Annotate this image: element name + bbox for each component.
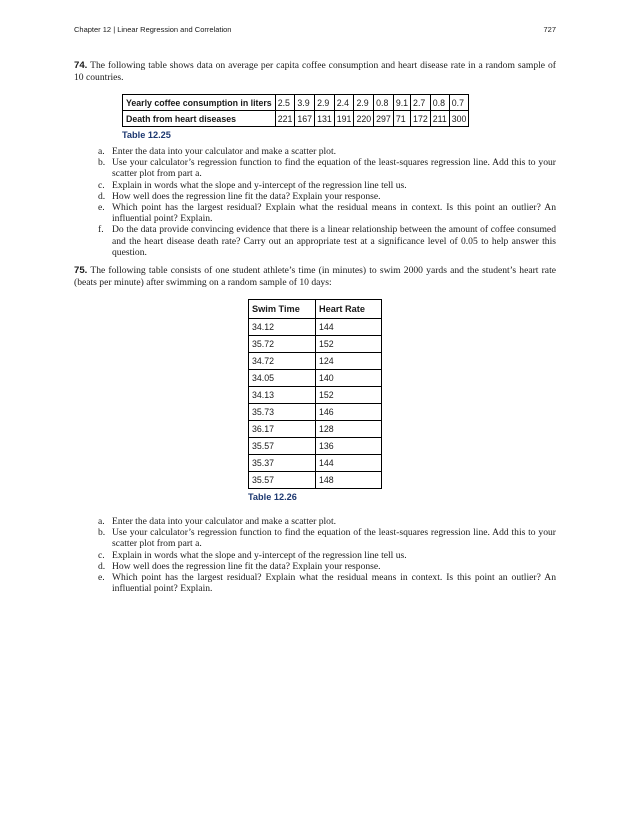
table-cell: 152 [316,387,382,404]
table-cell: 146 [316,404,382,421]
table-row [123,95,469,111]
swim-table [248,299,382,489]
item-letter: a. [98,516,105,528]
table-cell: 211 [430,111,449,127]
item-text: How well does the regression line fit the data? Explain your response. [112,560,381,572]
table-cell: 131 [315,111,335,127]
item-letter: e. [98,202,105,214]
table-row [249,455,382,472]
list-item [74,224,556,258]
table-caption-12-25: Table 12.25 [122,130,171,140]
table-row [249,319,382,336]
table-row [249,421,382,438]
table-cell: 34.13 [249,387,316,404]
table-cell: 71 [393,111,410,127]
running-head: Chapter 12 | Linear Regression and Correlation [74,25,232,34]
table-cell: 35.37 [249,455,316,472]
table-cell: 35.73 [249,404,316,421]
column-header-heart-rate: Heart Rate [316,300,382,319]
item-text: Which point has the largest residual? Explain what the residual means in context. Is this point an outlier? An influential point? Explain. [112,202,556,225]
list-item [74,550,556,561]
table-cell: 167 [295,111,315,127]
item-letter: b. [98,157,106,169]
item-letter: d. [98,190,106,202]
coffee-table [122,94,469,127]
item-text: Which point has the largest residual? Explain what the residual means in context. Is this point an outlier? An influential point? Explain. [112,572,556,595]
table-row [249,353,382,370]
table-row [249,404,382,421]
table-cell: 140 [316,370,382,387]
row-label-deaths: Death from heart diseases [123,111,276,127]
table-row [249,370,382,387]
list-item [74,202,556,224]
table-cell: 34.12 [249,319,316,336]
table-cell: 2.9 [354,95,374,111]
list-item [74,561,556,572]
table-row [249,387,382,404]
table-cell: 0.8 [374,95,394,111]
table-cell: 128 [316,421,382,438]
problem-74-parts [74,146,556,258]
item-letter: f. [98,224,104,236]
table-cell: 124 [316,353,382,370]
problem-75-parts [74,516,556,594]
item-text: Use your calculator’s regression function to find the equation of the least-squares regression line. Add this to your scatter plot from part a. [112,157,556,180]
row-label-coffee: Yearly coffee consumption in liters [123,95,276,111]
table-cell: 148 [316,472,382,489]
problem-74-number: 74. [74,60,88,71]
table-caption-12-26: Table 12.26 [248,492,297,503]
problem-74-prompt [74,60,556,84]
table-row [123,111,469,127]
table-cell: 136 [316,438,382,455]
table-cell: 191 [334,111,354,127]
item-letter: d. [98,560,106,572]
table-cell: 300 [449,111,469,127]
table-cell: 9.1 [393,95,410,111]
list-item [74,180,556,191]
item-text: Do the data provide convincing evidence that there is a linear relationship between the amount of coffee consumed and the heart disease death rate? Carry out an appropriate test at a significance level of 0.05 to help answer this question. [112,224,556,258]
table-cell: 2.7 [411,95,431,111]
column-header-swim-time: Swim Time [249,300,316,319]
item-text: Explain in words what the slope and y-intercept of the regression line tell us. [112,549,407,561]
table-cell: 221 [275,111,295,127]
list-item [74,191,556,202]
list-item [74,572,556,594]
table-cell: 2.5 [275,95,295,111]
page-number: 727 [543,25,556,34]
list-item [74,527,556,549]
table-cell: 36.17 [249,421,316,438]
table-cell: 2.9 [315,95,335,111]
page-content [74,60,556,594]
table-row [249,472,382,489]
problem-75-text: The following table consists of one student athlete’s time (in minutes) to swim 2000 yards and the student’s heart rate (beats per minute) after swimming on a random sample of 10 days: [74,265,556,289]
table-cell: 0.8 [430,95,449,111]
table-cell: 2.4 [334,95,354,111]
table-cell: 3.9 [295,95,315,111]
item-text: Explain in words what the slope and y-intercept of the regression line tell us. [112,179,407,191]
table-cell: 35.57 [249,472,316,489]
table-cell: 220 [354,111,374,127]
list-item [74,146,556,157]
table-cell: 35.72 [249,336,316,353]
table-cell: 297 [374,111,394,127]
table-header-row [249,300,382,319]
item-letter: b. [98,527,106,539]
table-cell: 144 [316,319,382,336]
table-cell: 152 [316,336,382,353]
table-cell: 0.7 [449,95,469,111]
list-item [74,157,556,179]
problem-75-number: 75. [74,265,88,277]
table-cell: 35.57 [249,438,316,455]
table-row [249,336,382,353]
table-cell: 144 [316,455,382,472]
item-letter: c. [98,179,105,191]
list-item [74,516,556,527]
table-row [249,438,382,455]
item-letter: a. [98,146,105,157]
problem-74-text: The following table shows data on average per capita coffee consumption and heart disease rate in a random sample of 10 countries. [74,60,556,83]
item-text: Enter the data into your calculator and make a scatter plot. [112,146,337,157]
item-text: Use your calculator’s regression function to find the equation of the least-squares regression line. Add this to your scatter plot from part a. [112,527,556,550]
item-letter: c. [98,549,105,561]
problem-75-prompt [74,265,556,289]
table-cell: 34.05 [249,370,316,387]
item-text: Enter the data into your calculator and make a scatter plot. [112,516,337,528]
table-cell: 34.72 [249,353,316,370]
table-cell: 172 [411,111,431,127]
item-letter: e. [98,572,105,584]
item-text: How well does the regression line fit the data? Explain your response. [112,190,381,202]
